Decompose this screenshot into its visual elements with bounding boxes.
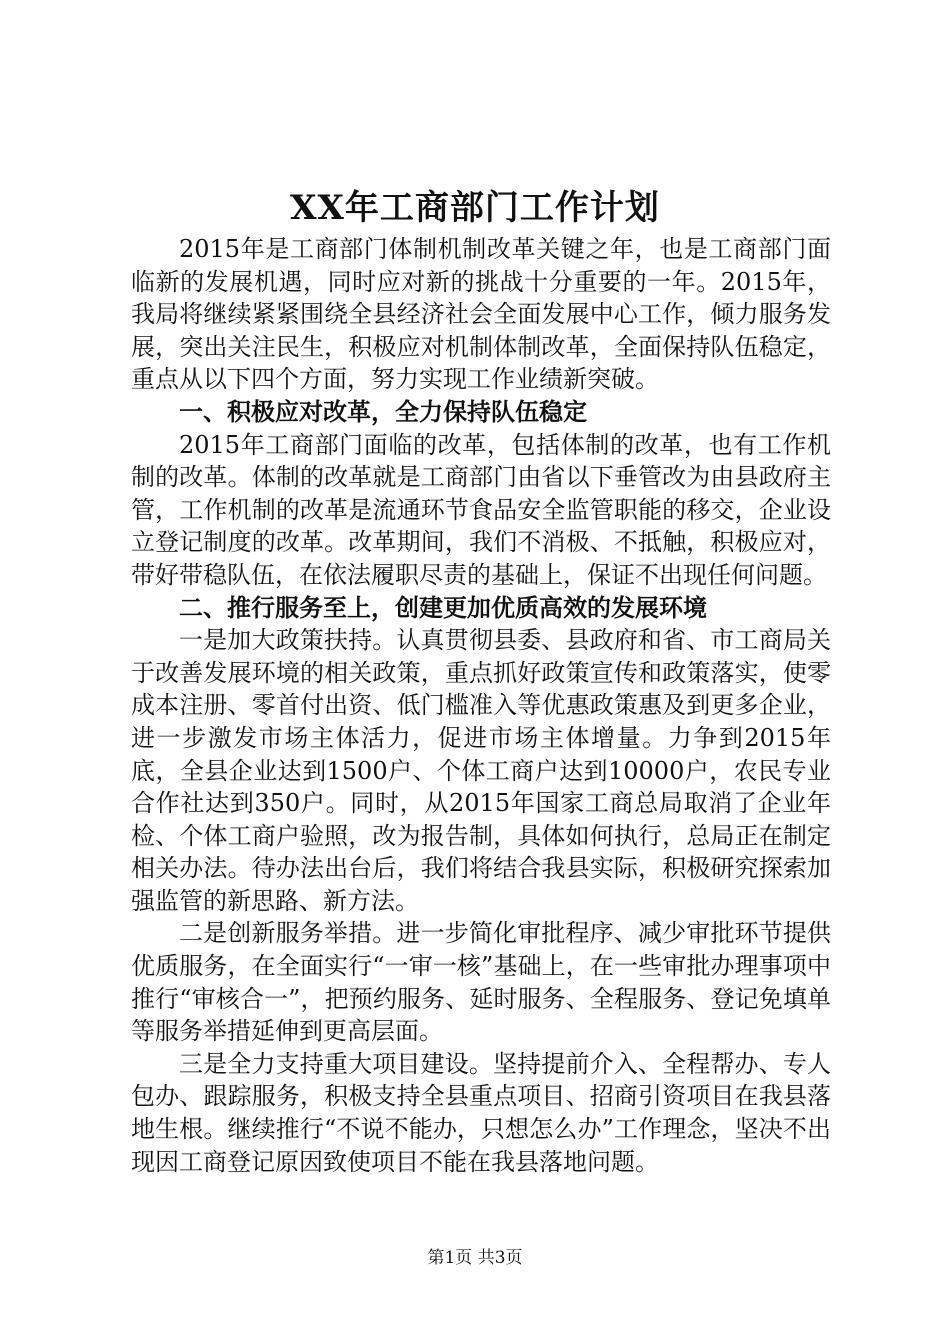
- paragraph-reform: 2015年工商部门面临的改革，包括体制的改革，也有工作机制的改革。体制的改革就是工商部门由省以下垂管改为由县政府主管，工作机制的改革是流通环节食品安全监管职能的移交，企业设立登记制度的改革。改革期间，我们不消极、不抵触，积极应对，带好带稳队伍，在依法履职尽责的基础上，保证不出现任何问题。: [131, 430, 831, 589]
- section-heading-1: 一、积极应对改革，全力保持队伍稳定: [179, 396, 587, 426]
- paragraph-intro: 2015年是工商部门体制机制改革关键之年，也是工商部门面临新的发展机遇，同时应对新的挑战十分重要的一年。2015年，我局将继续紧紧围绕全县经济社会全面发展中心工作，倾力服务发展，突出关注民生，积极应对机制体制改革，全面保持队伍稳定，重点从以下四个方面，努力实现工作业绩新突破。: [131, 235, 831, 394]
- document-body: [131, 233, 831, 1178]
- paragraph-project-support: 三是全力支持重大项目建设。坚持提前介入、全程帮办、专人包办、跟踪服务，积极支持全县重点项目、招商引资项目在我县落地生根。继续推行“不说不能办，只想怎么办”工作理念，坚决不出现因工商登记原因致使项目不能在我县落地问题。: [131, 1049, 831, 1176]
- section-heading-2: 二、推行服务至上，创建更加优质高效的发展环境: [179, 592, 707, 622]
- document-title: XX年工商部门工作计划: [290, 188, 660, 228]
- paragraph-policy-support: 一是加大政策扶持。认真贯彻县委、县政府和省、市工商局关于改善发展环境的相关政策，重点抓好政策宣传和政策落实，使零成本注册、零首付出资、低门槛准入等优惠政策惠及到更多企业，进一步激发市场主体活力，促进市场主体增量。力争到2015年底，全县企业达到1500户、个体工商户达到10000户，农民专业合作社达到350户。同时，从2015年国家工商总局取消了企业年检、个体工商户验照，改为报告制，具体如何执行，总局正在制定相关办法。待办法出台后，我们将结合我县实际，积极研究探索加强监管的新思路、新方法。: [131, 626, 831, 915]
- paragraph-service-innovation: 二是创新服务举措。进一步简化审批程序、减少审批环节提供优质服务，在全面实行“一审一核”基础上，在一些审批办理事项中推行“审核合一”，把预约服务、延时服务、全程服务、登记免填单等服务举措延伸到更高层面。: [131, 919, 831, 1046]
- page-number-footer: 第1页 共3页: [427, 1248, 523, 1268]
